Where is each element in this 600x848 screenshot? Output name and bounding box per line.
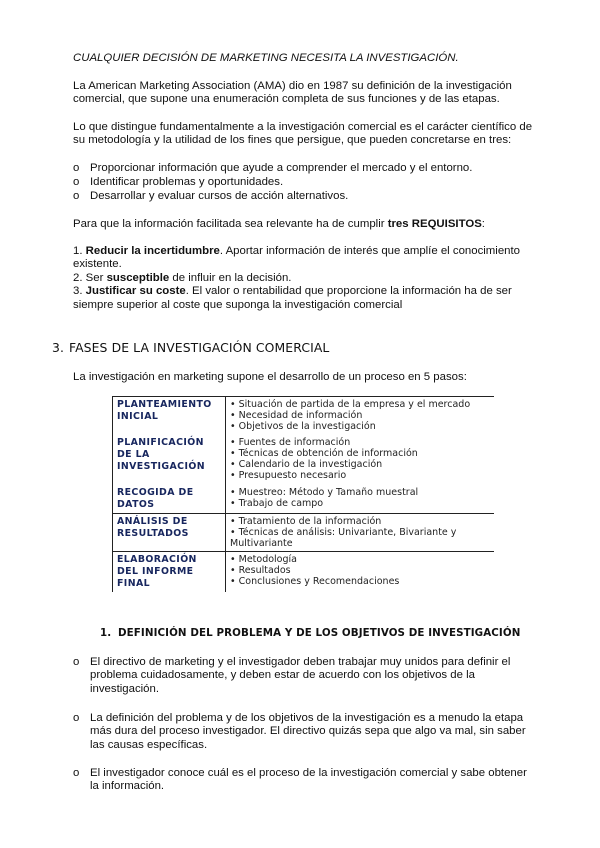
bullet-marker: o [73, 656, 80, 668]
requisito-text: de influir en la decisión. [169, 271, 292, 284]
requisitos-list [73, 245, 520, 312]
section-number: 3. [52, 340, 65, 355]
fase-item: • Situación de partida de la empresa y el mercado [230, 399, 471, 410]
fase-items [226, 397, 495, 435]
distingue-paragraph [73, 121, 532, 148]
fase-item: • Técnicas de obtención de información [230, 448, 418, 459]
fase-label-line: DE LA [117, 449, 150, 460]
fase-label-line: RECOGIDA DE [117, 487, 194, 498]
definicion-item [90, 656, 510, 696]
intro-heading: CUALQUIER DECISIÓN DE MARKETING NECESITA LA INVESTIGACIÓN. [73, 52, 459, 64]
definicion-item [90, 712, 526, 752]
fase-label-line: ELABORACIÓN [117, 554, 197, 565]
definicion-line: La definición del problema y de los objetivos de la investigación es a menudo la etapa [90, 712, 524, 724]
fase-label [113, 434, 226, 514]
ama-paragraph [73, 80, 512, 107]
requisitos-intro-text: Para que la información facilitada sea relevante ha de cumplir [73, 218, 388, 230]
fase-item: • Conclusiones y Recomendaciones [230, 576, 400, 587]
fase-label-line: FINAL [117, 578, 150, 589]
fase-items [226, 514, 495, 552]
fase-label-line: PLANTEAMIENTO [117, 399, 212, 410]
subsection-number: 1. [100, 627, 112, 639]
definicion-line: investigación. [90, 682, 160, 695]
definicion-line: El investigador conoce cuál es el proceso de la investigación comercial y sabe obtener [90, 767, 527, 779]
fase-label-line: ANÁLISIS DE [117, 516, 188, 527]
table-row [113, 552, 495, 593]
requisito-number: 2. Ser [73, 271, 107, 284]
fase-item: • Tratamiento de la información [230, 516, 382, 527]
requisitos-colon: : [481, 218, 485, 230]
fase-label-line: DEL INFORME [117, 566, 194, 577]
requisito-bold: Justificar su coste [85, 285, 186, 298]
definicion-item [90, 767, 527, 794]
bullet-marker: o [73, 190, 80, 202]
requisitos-intro [73, 218, 485, 231]
fase-item: • Técnicas de análisis: Univariante, Bivariante y Multivariante [230, 527, 457, 549]
requisito-text: . Aportar información de interés que amplíe el conocimiento [219, 245, 520, 257]
bullet-marker: o [73, 162, 80, 174]
fase-item: • Muestreo: Método y Tamaño muestral [230, 487, 419, 498]
fase-label [113, 514, 226, 552]
fin-item: Identificar problemas y oportunidades. [90, 176, 284, 188]
distingue-line-1: Lo que distingue fundamentalmente a la investigación comercial es el carácter científico de [73, 121, 533, 133]
requisito-number: 3. [73, 285, 86, 298]
table-row [113, 514, 495, 552]
fase-item: • Objetivos de la investigación [230, 421, 376, 432]
fase-item: • Calendario de la investigación [230, 459, 383, 470]
requisito-2 [73, 272, 520, 285]
table-row [113, 434, 495, 514]
requisito-1-line-2: existente. [73, 258, 122, 271]
definicion-line: más dura del proceso investigador. El directivo quizás sepa que algo va mal, sin saber [90, 725, 526, 738]
fase-label-line: INICIAL [117, 411, 159, 422]
fase-item: • Metodología [230, 554, 297, 565]
section-heading [52, 340, 329, 355]
requisito-bold: Reducir la incertidumbre [85, 245, 220, 257]
requisito-number: 1. [73, 245, 86, 257]
bullet-marker: o [73, 176, 80, 188]
section-title: FASES DE LA INVESTIGACIÓN COMERCIAL [69, 340, 330, 355]
fin-item: Desarrollar y evaluar cursos de acción alternativos. [90, 190, 349, 202]
subsection-title: DEFINICIÓN DEL PROBLEMA Y DE LOS OBJETIVOS DE INVESTIGACIÓN [118, 627, 521, 639]
requisito-3 [73, 285, 520, 298]
requisito-text: . El valor o rentabilidad que proporcione la información ha de ser [185, 285, 512, 298]
subsection-heading [100, 627, 520, 639]
ama-line-2: comercial, que supone una enumeración completa de sus funciones y de las etapas. [73, 93, 500, 106]
fin-item: Proporcionar información que ayude a comprender el mercado y el entorno. [90, 162, 473, 174]
fase-item: • Fuentes de información [230, 437, 351, 448]
requisito-bold: susceptible [106, 271, 170, 284]
bullet-marker: o [73, 767, 80, 779]
requisitos-bold: tres REQUISITOS [387, 218, 482, 230]
bullet-marker: o [73, 712, 80, 724]
fase-label-line: RESULTADOS [117, 528, 189, 539]
distingue-line-2: su metodología y la utilidad de los fines que persigue, que pueden concretarse en tres: [73, 134, 512, 147]
fase-items [226, 434, 495, 514]
fase-item: • Necesidad de información [230, 410, 363, 421]
fase-label [113, 552, 226, 593]
fases-table [112, 396, 494, 592]
fase-item: • Resultados [230, 565, 291, 576]
section-intro: La investigación en marketing supone el desarrollo de un proceso en 5 pasos: [73, 371, 467, 383]
definicion-line: las causas específicas. [90, 738, 208, 751]
fase-item: • Presupuesto necesario [230, 470, 347, 481]
ama-line-1: La American Marketing Association (AMA) dio en 1987 su definición de la investigación [73, 80, 512, 92]
fase-label-line: DATOS [117, 499, 155, 510]
fase-item: • Trabajo de campo [230, 498, 324, 509]
definicion-line: El directivo de marketing y el investigador deben trabajar muy unidos para definir el [90, 656, 511, 668]
requisito-3-line-2: siempre superior al coste que suponga la investigación comercial [73, 298, 403, 311]
fase-label [113, 397, 226, 435]
fase-label-line: PLANIFICACIÓN [117, 437, 204, 448]
requisito-1 [73, 245, 520, 258]
definicion-line: problema cuidadosamente, y deben estar de acuerdo con los objetivos de la [90, 669, 475, 682]
fase-label-line: INVESTIGACIÓN [117, 461, 205, 472]
table-row [113, 397, 495, 435]
fase-items [226, 552, 495, 593]
definicion-line: la información. [90, 780, 165, 793]
